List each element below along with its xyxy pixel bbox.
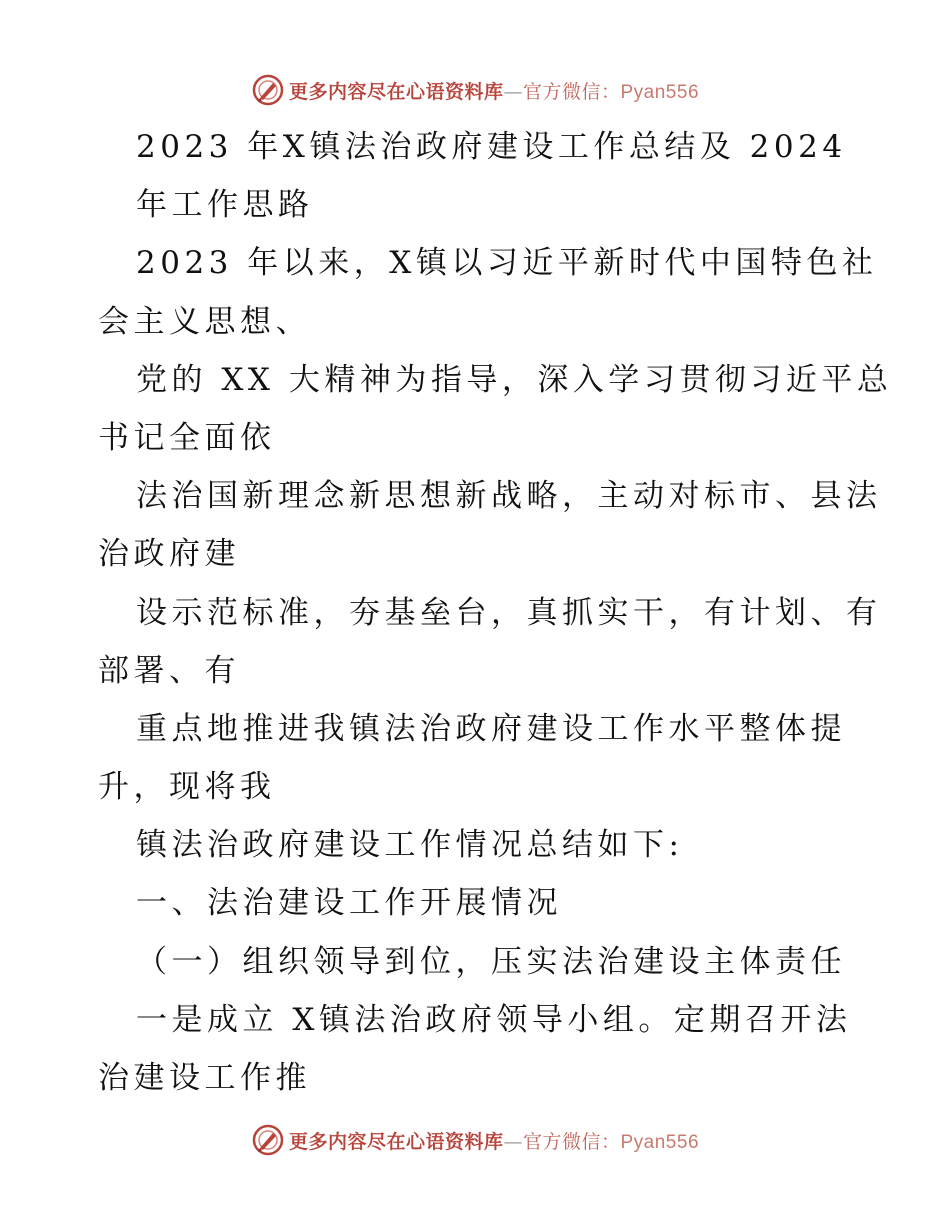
watermark-id: Pyan556	[620, 1131, 700, 1153]
paragraph-line: 书记全面依	[98, 419, 276, 456]
watermark-wechat: 官方微信：	[522, 1130, 621, 1153]
watermark-separator: —	[503, 80, 523, 103]
pen-logo-icon	[251, 1123, 285, 1157]
paragraph-line: 一是成立 X镇法治政府领导小组。定期召开法	[136, 1001, 852, 1038]
watermark-brand: 更多内容尽在心语资料库	[288, 80, 504, 103]
watermark-separator: —	[503, 1130, 523, 1153]
paragraph-line: 重点地推进我镇法治政府建设工作水平整体提	[136, 710, 846, 747]
subsection-heading: （一）组织领导到位，压实法治建设主体责任	[136, 943, 846, 980]
paragraph-line: 会主义思想、	[98, 303, 311, 340]
watermark-text	[289, 1127, 699, 1154]
paragraph-line: 设示范标准，夯基垒台，真抓实干，有计划、有	[136, 594, 882, 631]
header-watermark	[0, 70, 950, 110]
watermark-id: Pyan556	[620, 81, 700, 103]
paragraph-line: 镇法治政府建设工作情况总结如下:	[136, 827, 684, 864]
watermark-wechat: 官方微信：	[522, 80, 621, 103]
paragraph-line: 治政府建	[98, 536, 240, 573]
title-line-2: 年工作思路	[136, 187, 314, 224]
paragraph-line: 治建设工作推	[98, 1060, 311, 1096]
footer-watermark	[0, 1120, 950, 1160]
paragraph-line: 部署、有	[98, 652, 240, 689]
watermark-brand: 更多内容尽在心语资料库	[288, 1130, 504, 1153]
paragraph-line: 党的 XX 大精神为指导，深入学习贯彻习近平总	[136, 361, 893, 398]
title-line-1: 2023 年X镇法治政府建设工作总结及 2024	[136, 129, 847, 165]
pen-logo-icon	[251, 73, 285, 107]
document-body	[0, 118, 950, 1107]
paragraph-line: 法治国新理念新思想新战略，主动对标市、县法	[136, 478, 882, 515]
watermark-text	[289, 77, 699, 104]
paragraph-line: 2023 年以来，X镇以习近平新时代中国特色社	[136, 245, 878, 282]
section-heading: 一、法治建设工作开展情况	[136, 885, 562, 922]
paragraph-line: 升，现将我	[98, 769, 276, 806]
